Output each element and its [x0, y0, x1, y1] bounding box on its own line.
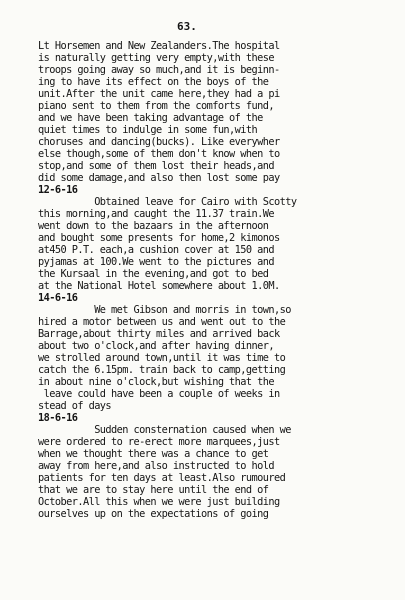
text-line: the Kursaal in the evening,and got to bed	[38, 268, 269, 280]
text-line: stop,and some of them lost their heads,and	[38, 160, 275, 172]
text-line: Lt Horsemen and New Zealanders.The hospital	[38, 40, 280, 52]
text-line: at the National Hotel somewhere about 1.0M.	[38, 280, 280, 292]
text-line: did some damage,and also then lost some pay	[38, 172, 280, 184]
text-line: choruses and dancing(bucks). Like everywher	[38, 136, 280, 148]
text-line: else though,some of them don't know when to	[38, 148, 280, 160]
text-line: when we thought there was a chance to get	[38, 448, 269, 460]
text-line: is naturally getting very empty,with these	[38, 52, 275, 64]
text-line: troops going away so much,and it is beginn-	[38, 64, 280, 76]
text-line: ing to have its effect on the boys of the	[38, 76, 269, 88]
text-line: Sudden consternation caused when we	[38, 424, 291, 436]
text-line: at450 P.T. each,a cushion cover at 150 and	[38, 244, 275, 256]
text-line: pyjamas at 100.We went to the pictures and	[38, 256, 275, 268]
text-line: away from here,and also instructed to hold	[38, 460, 275, 472]
text-line: about two o'clock,and after having dinner,	[38, 340, 275, 352]
text-line: leave could have been a couple of weeks in	[38, 388, 280, 400]
text-line: Obtained leave for Cairo with Scotty	[38, 196, 297, 208]
entry-date: 12-6-16	[38, 184, 78, 196]
text-line: catch the 6.15pm. train back to camp,getting	[38, 364, 286, 376]
text-line: October.All this when we were just building	[38, 496, 280, 508]
text-line: hired a motor between us and went out to the	[38, 316, 286, 328]
text-line: went down to the bazaars in the afternoon	[38, 220, 269, 232]
text-line: stead of days	[38, 400, 112, 412]
text-line: and bought some presents for home,2 kimonos	[38, 232, 280, 244]
text-line: we strolled around town,until it was time to	[38, 352, 286, 364]
text-line: and we have been taking advantage of the	[38, 112, 263, 124]
text-line: ourselves up on the expectations of going	[38, 508, 269, 520]
text-line: piano sent to them from the comforts fund,	[38, 100, 275, 112]
text-line: in about nine o'clock,but wishing that the	[38, 376, 275, 388]
text-line: this morning,and caught the 11.37 train.We	[38, 208, 275, 220]
text-line: were ordered to re-erect more marquees,just	[38, 436, 280, 448]
text-line: quiet times to indulge in some fun,with	[38, 124, 258, 136]
text-line: unit.After the unit came here,they had a pi	[38, 88, 280, 100]
text-line: patients for ten days at least.Also rumoured	[38, 472, 286, 484]
page-number: 63.	[177, 20, 197, 33]
text-line: that we are to stay here until the end of	[38, 484, 269, 496]
text-line: Barrage,about thirty miles and arrived back	[38, 328, 280, 340]
text-line: We met Gibson and morris in town,so	[38, 304, 291, 316]
entry-date: 18-6-16	[38, 412, 78, 424]
entry-date: 14-6-16	[38, 292, 78, 304]
